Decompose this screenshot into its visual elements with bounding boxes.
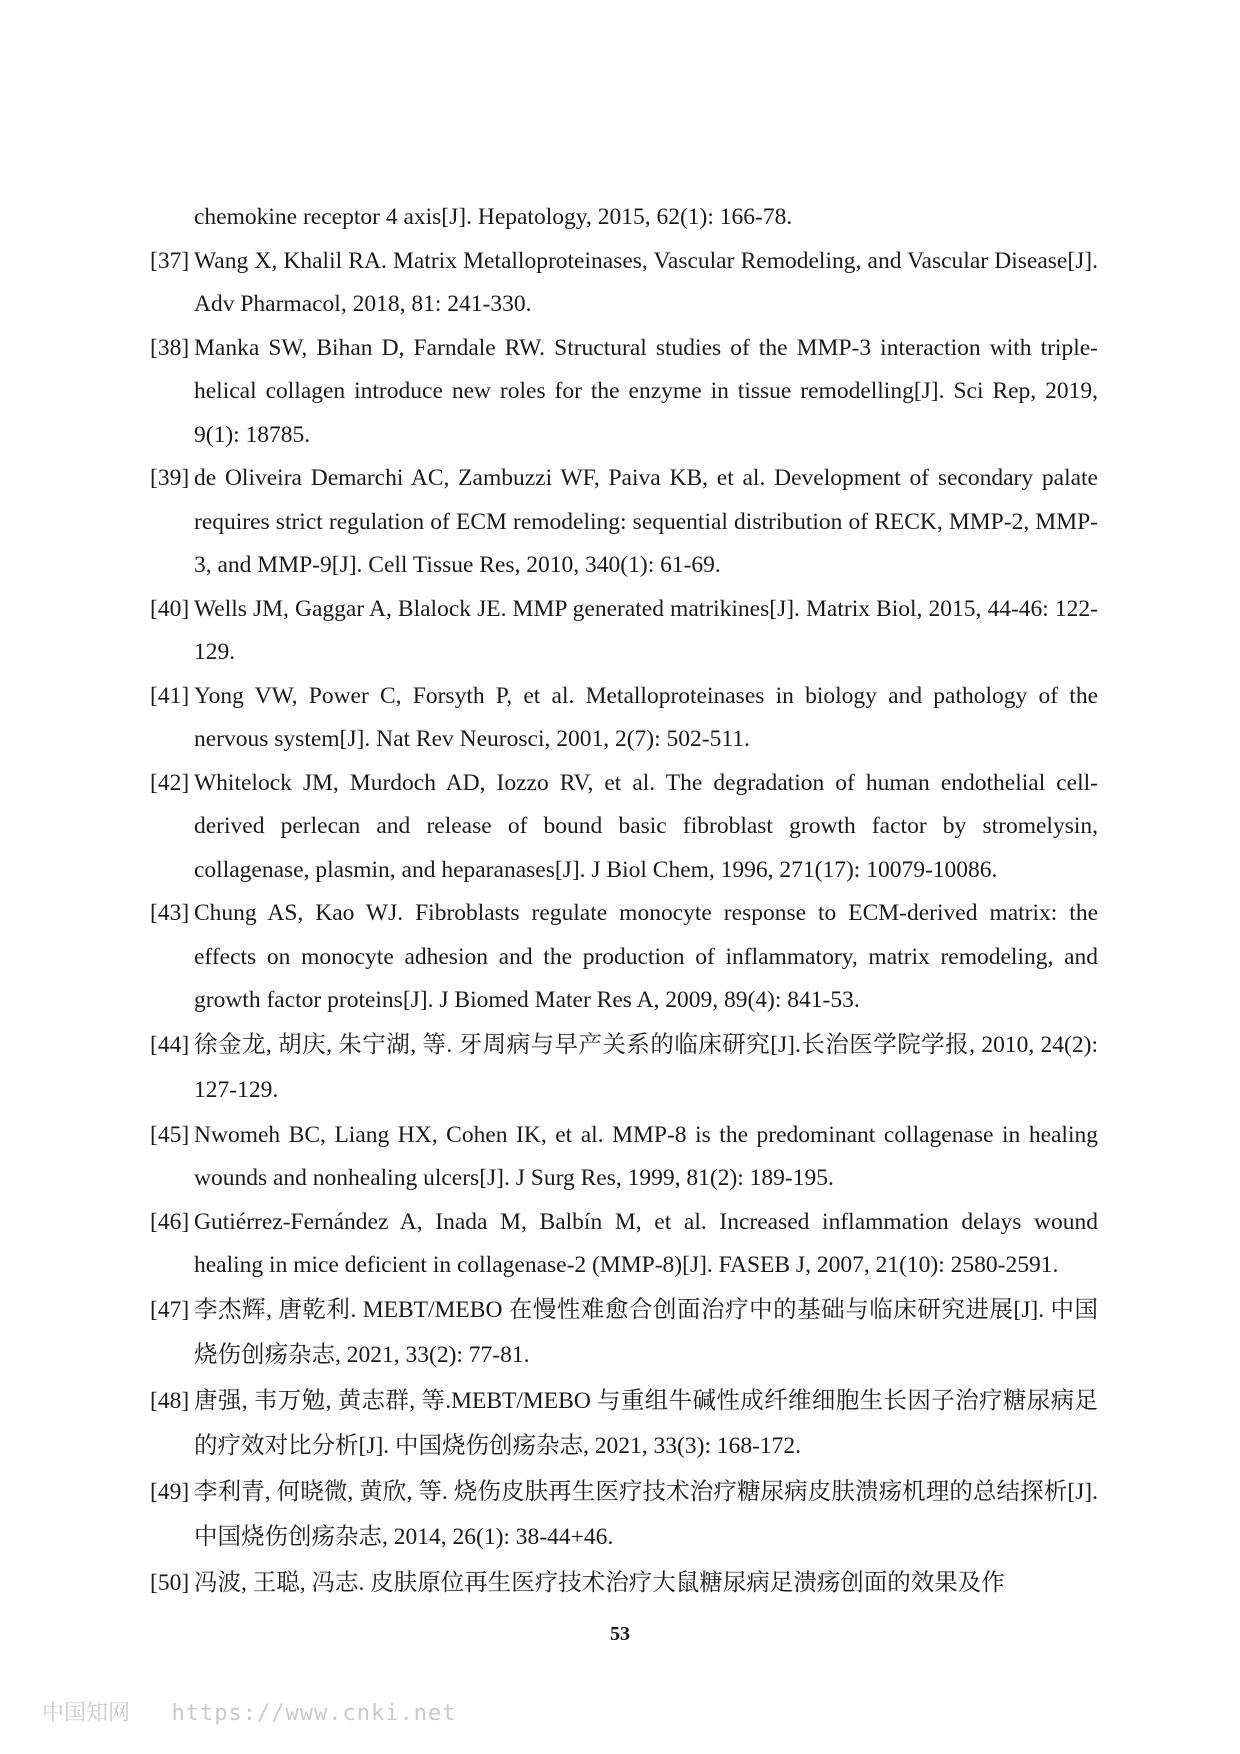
reference-text: 李利青, 何晓微, 黄欣, 等. 烧伤皮肤再生医疗技术治疗糖尿病皮肤溃疡机理的总结探析[J]. 中国烧伤创疡杂志, 2014, 26(1): 38-44+46. <box>194 1478 1098 1550</box>
reference-number: [40] <box>150 595 190 622</box>
reference-text: Wells JM, Gaggar A, Blalock JE. MMP generated matrikines[J]. Matrix Biol, 2015, 44-46: 122-129. <box>194 595 1098 665</box>
reference-entry <box>150 240 1098 327</box>
reference-entry <box>150 1023 1098 1114</box>
reference-text: 冯波, 王聪, 冯志. 皮肤原位再生医疗技术治疗大鼠糖尿病足溃疡创面的效果及作 <box>194 1569 1005 1596</box>
reference-number: [46] <box>150 1208 190 1235</box>
reference-entry <box>150 1201 1098 1288</box>
reference-number: [41] <box>150 682 190 709</box>
reference-entry <box>150 1114 1098 1201</box>
reference-text: Nwomeh BC, Liang HX, Cohen IK, et al. MMP-8 is the predominant collagenase in healing wounds and nonhealing ulcers[J]. J Surg Res, 1999, 81(2): 189-195. <box>194 1121 1098 1191</box>
reference-number: [44] <box>150 1031 190 1058</box>
reference-number: [38] <box>150 334 190 361</box>
reference-number: [42] <box>150 769 190 796</box>
reference-entry <box>150 588 1098 675</box>
reference-entry <box>150 1288 1098 1379</box>
reference-entry <box>150 1561 1098 1607</box>
reference-text: de Oliveira Demarchi AC, Zambuzzi WF, Paiva KB, et al. Development of secondary palate requires strict regulation of ECM remodeling: sequential distribution of RECK, MMP-2, MMP-3, and MMP-9[J]. Cell Tissue Res, 2010, 340(1): 61-69. <box>194 465 1098 578</box>
reference-number: [43] <box>150 900 190 926</box>
reference-number: [48] <box>150 1387 190 1414</box>
reference-text: 李杰辉, 唐乾利. MEBT/MEBO 在慢性难愈合创面治疗中的基础与临床研究进展[J]. 中国烧伤创疡杂志, 2021, 33(2): 77-81. <box>194 1296 1098 1368</box>
reference-number: [50] <box>150 1569 190 1596</box>
reference-text: chemokine receptor 4 axis[J]. Hepatology, 2015, 62(1): 166-78. <box>194 204 793 230</box>
reference-entry <box>150 762 1098 893</box>
watermark-name: 中国知网 <box>42 1701 131 1726</box>
reference-entry <box>150 675 1098 762</box>
cnki-watermark <box>42 1696 456 1727</box>
reference-entry <box>150 457 1098 588</box>
reference-text: Chung AS, Kao WJ. Fibroblasts regulate monocyte response to ECM-derived matrix: the effects on monocyte adhesion and the production of inflammatory, matrix remodeling, and growth factor proteins[J]. J Biomed Mater Res A, 2009, 89(4): 841-53. <box>194 900 1098 1013</box>
reference-number: [39] <box>150 465 190 491</box>
reference-text: Whitelock JM, Murdoch AD, Iozzo RV, et al. The degradation of human endothelial cell-derived perlecan and release of bound basic fibroblast growth factor by stromelysin, collagenase, plasmin, and heparanases[J]. J Biol Chem, 1996, 271(17): 10079-10086. <box>194 769 1098 883</box>
reference-text: Gutiérrez-Fernández A, Inada M, Balbín M, et al. Increased inflammation delays wound healing in mice deficient in collagenase-2 (MMP-8)[J]. FASEB J, 2007, 21(10): 2580-2591. <box>194 1208 1098 1278</box>
reference-number: [47] <box>150 1296 190 1323</box>
reference-text: Manka SW, Bihan D, Farndale RW. Structural studies of the MMP-3 interaction with triple-helical collagen introduce new roles for the enzyme in tissue remodelling[J]. Sci Rep, 2019, 9(1): 18785. <box>194 334 1098 448</box>
reference-text: 唐强, 韦万勉, 黄志群, 等.MEBT/MEBO 与重组牛碱性成纤维细胞生长因子治疗糖尿病足的疗效对比分析[J]. 中国烧伤创疡杂志, 2021, 33(3): 168-172. <box>194 1387 1098 1459</box>
reference-entry <box>150 1379 1098 1470</box>
page-number: 53 <box>610 1623 630 1645</box>
reference-number: [37] <box>150 247 190 274</box>
watermark-url: https://www.cnki.net <box>171 1701 457 1726</box>
reference-entry <box>150 196 1098 240</box>
reference-number: [49] <box>150 1478 190 1505</box>
reference-text: Wang X, Khalil RA. Matrix Metalloproteinases, Vascular Remodeling, and Vascular Disease[J]. Adv Pharmacol, 2018, 81: 241-330. <box>194 247 1098 317</box>
reference-text: Yong VW, Power C, Forsyth P, et al. Metalloproteinases in biology and pathology of the nervous system[J]. Nat Rev Neurosci, 2001, 2(7): 502-511. <box>194 682 1098 752</box>
reference-entry <box>150 892 1098 1023</box>
reference-list <box>150 196 1098 1606</box>
reference-entry <box>150 1470 1098 1561</box>
reference-number: [45] <box>150 1121 190 1148</box>
reference-text: 徐金龙, 胡庆, 朱宁湖, 等. 牙周病与早产关系的临床研究[J].长治医学院学报, 2010, 24(2): 127-129. <box>194 1031 1098 1103</box>
reference-entry <box>150 327 1098 458</box>
